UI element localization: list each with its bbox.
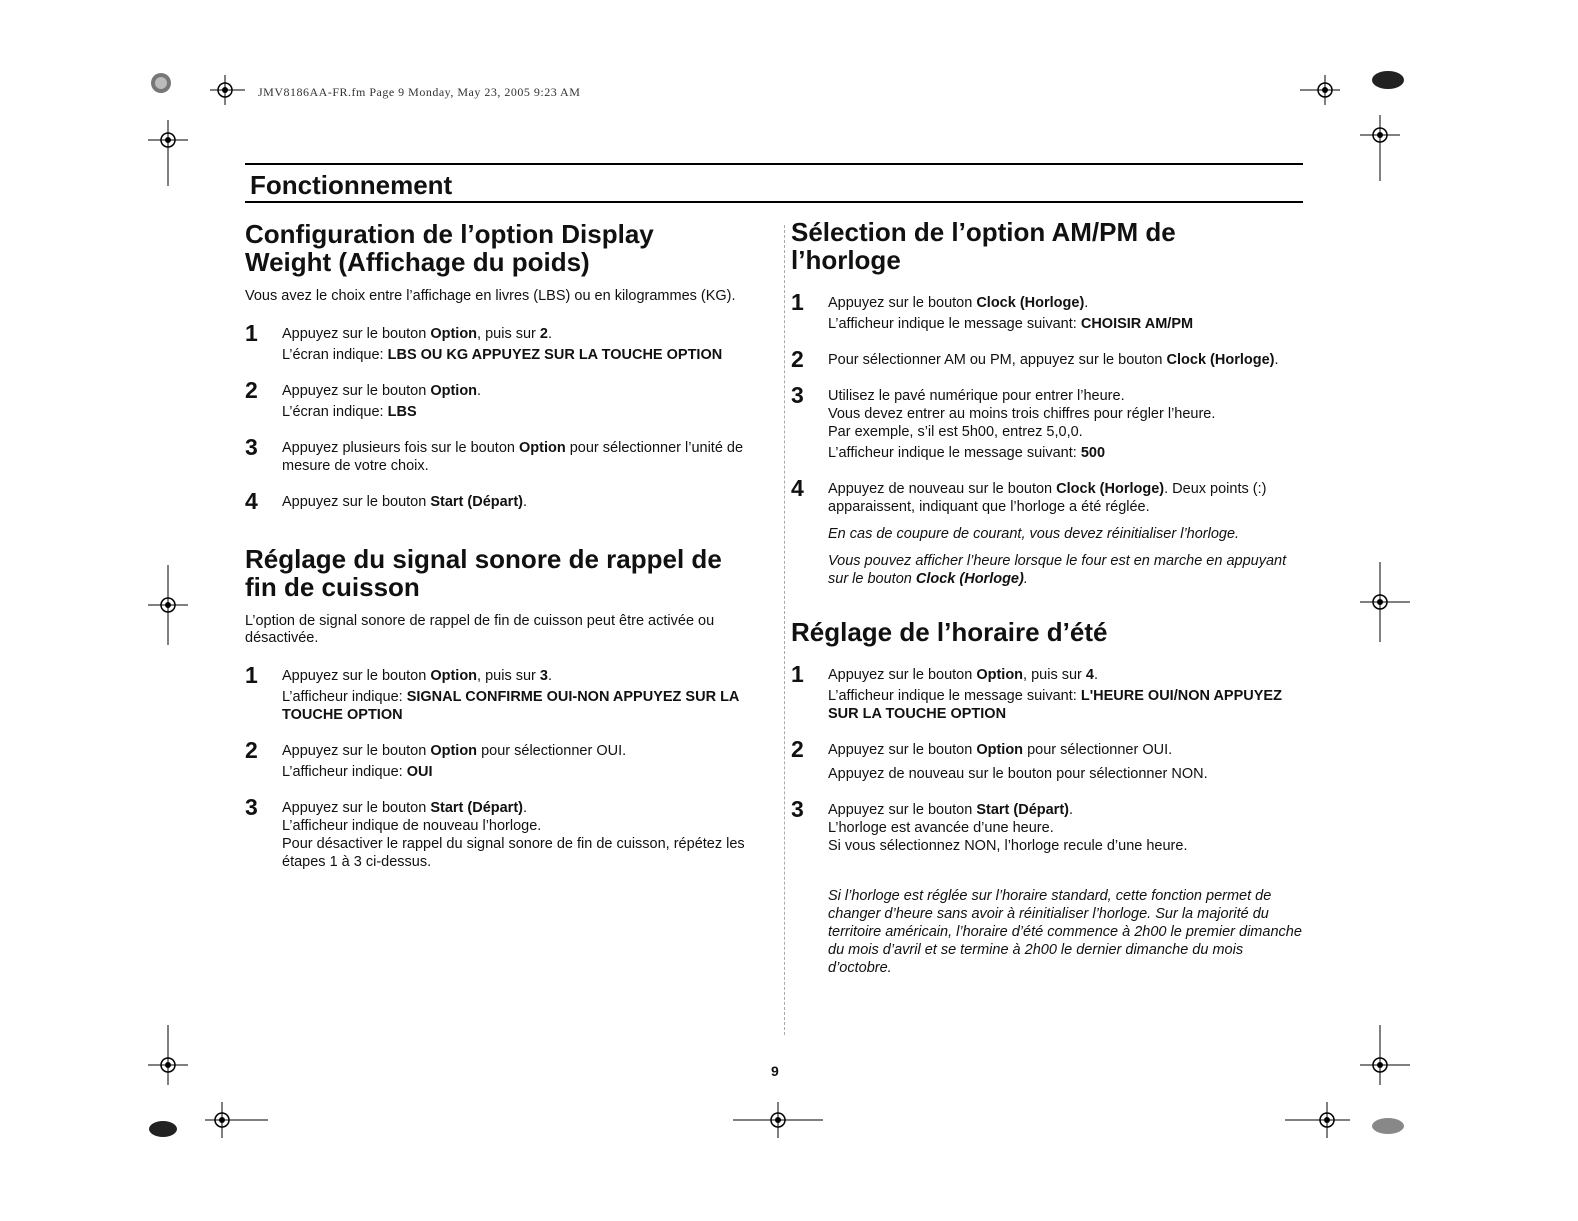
registration-mark-icon [733,1100,823,1140]
display-weight-step-2: 2 Appuyez sur le bouton Option. L’écran indique: LBS [245,377,482,420]
color-patch-icon [143,72,179,94]
ampm-note-2: Vous pouvez afficher l’heure lorsque le four est en marche en appuyant sur le bouton Clock (Horloge). [828,553,1287,587]
display-weight-step-4: 4 Appuyez sur le bouton Start (Départ). [245,488,528,514]
dst-title: Réglage de l’horaire d’été [791,617,1108,647]
ampm-step-3: 3 Utilisez le pavé numérique pour entrer l’heure. Vous devez entrer au moins trois chiffres pour régler l’heure. Par exemple, s’il est 5h00, entrez 5,0,0. L’afficheur indique le message suivant: 500 [791,382,1216,461]
registration-mark-icon [148,565,188,645]
display-weight-step-1: 1 Appuyez sur le bouton Option, puis sur 2. L’écran indique: LBS OU KG APPUYEZ SUR LA TOUCHE OPTION [245,320,723,363]
registration-mark-icon [200,1100,270,1140]
ampm-note-1: En cas de coupure de courant, vous devez réinitialiser l’horloge. [828,526,1240,542]
header-top-rule [245,163,1303,165]
display-weight-intro: Vous avez le choix entre l’affichage en livres (LBS) ou en kilogrammes (KG). [245,288,736,304]
registration-mark-icon [1285,1100,1355,1140]
display-weight-title: Configuration de l’option Display Weight (Affichage du poids) [245,219,654,277]
signal-intro: L’option de signal sonore de rappel de fin de cuisson peut être activée ou désactivée. [245,613,715,646]
dst-note: Si l’horloge est réglée sur l’horaire standard, cette fonction permet de changer d’heure sans avoir à réinitialiser l’horloge. Sur la majorité du territoire américain, l’horaire d’été commence à 2h00 le premier dimanche du mois d’avril et se termine à 2h00 le dernier dimanche du mois d’octobre. [828,888,1302,976]
page-number: 9 [771,1063,779,1079]
registration-mark-icon [1360,115,1400,185]
registration-mark-icon [148,1025,188,1085]
left-column [245,220,760,871]
color-patch-icon [1368,68,1408,92]
ampm-step-4: 4 Appuyez de nouveau sur le bouton Clock (Horloge). Deux points (:) apparaissent, indiquant que l’horloge a été réglée. En cas de coupure de courant, vous devez réinitialiser l’horloge. Vous pouvez afficher l’heure lorsque le four est en marche en appuyant sur le bouton Clock (Horloge). [791,480,1306,588]
section-title: Fonctionnement [250,170,453,200]
signal-step-3: 3 Appuyez sur le bouton Start (Départ). L’afficheur indique de nouveau l’horloge. Pour désactiver le rappel du signal sonore de fin de cuisson, répétez les étapes 1 à 3 ci-dessus. [245,794,745,870]
ampm-step-1: 1 Appuyez sur le bouton Clock (Horloge). L’afficheur indique le message suivant: CHOISIR AM/PM [791,289,1194,332]
right-column [791,218,1306,977]
registration-mark-icon [148,120,188,190]
print-header: JMV8186AA-FR.fm Page 9 Monday, May 23, 2005 9:23 AM [258,85,581,99]
registration-mark-icon [1360,1025,1410,1085]
column-divider [784,225,785,1035]
dst-step-2: 2 Appuyez sur le bouton Option pour sélectionner OUI. Appuyez de nouveau sur le bouton pour sélectionner NON. [791,736,1208,782]
registration-mark-icon [205,73,245,113]
dst-step-3: 3 Appuyez sur le bouton Start (Départ). L’horloge est avancée d’une heure. Si vous sélectionnez NON, l’horloge recule d’une heure. Si l’horloge est réglée sur l’horaire standard, cette fonction permet de changer d’heure sans avoir à réinitialiser l’horloge. Sur la majorité du territoire américain, l’horaire d’été commence à 2h00 le premier dimanche du mois d’avril et se termine à 2h00 le dernier dimanche du mois d’octobre. [791,801,1306,977]
ampm-step-2: 2 Pour sélectionner AM ou PM, appuyez sur le bouton Clock (Horloge). [791,346,1279,372]
color-patch-icon [145,1115,181,1137]
color-patch-icon [1368,1112,1408,1136]
display-weight-step-3: 3 Appuyez plusieurs fois sur le bouton Option pour sélectionner l’unité de mesure de votre choix. [245,434,744,474]
signal-title: Réglage du signal sonore de rappel de fin de cuisson [245,544,722,602]
ampm-title: Sélection de l’option AM/PM de l’horloge [791,217,1176,275]
signal-step-1: 1 Appuyez sur le bouton Option, puis sur 3. L’afficheur indique: SIGNAL CONFIRME OUI-NON APPUYEZ SUR LA TOUCHE OPTION [245,662,739,723]
registration-mark-icon [1300,73,1350,113]
header-bottom-rule [245,201,1303,203]
registration-mark-icon [1360,562,1410,642]
dst-step-1: 1 Appuyez sur le bouton Option, puis sur 4. L’afficheur indique le message suivant: L'HEURE OUI/NON APPUYEZ SUR LA TOUCHE OPTION [791,661,1282,722]
signal-step-2: 2 Appuyez sur le bouton Option pour sélectionner OUI. L’afficheur indique: OUI [245,737,627,780]
